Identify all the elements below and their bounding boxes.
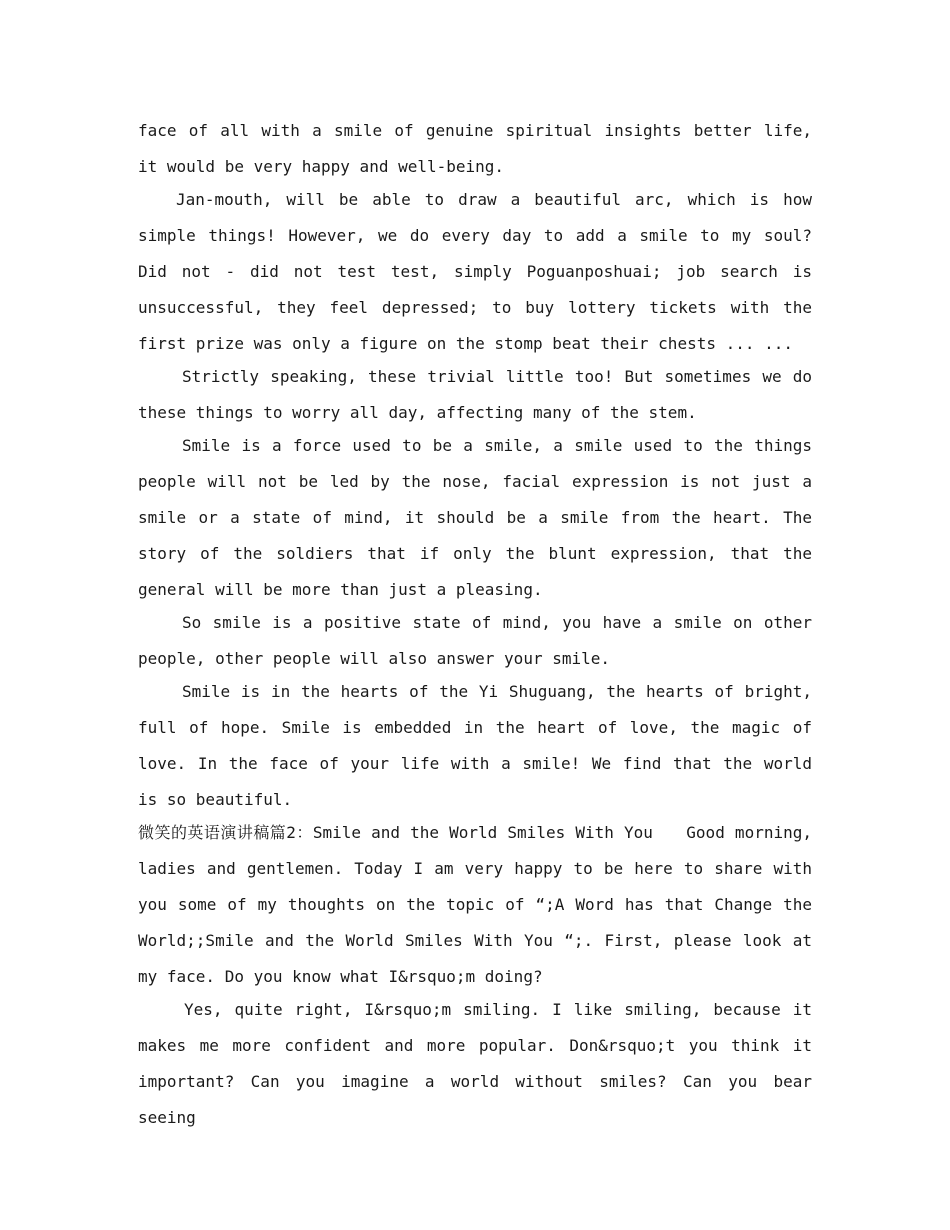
paragraph-5: So smile is a positive state of mind, you have a smile on other people, other people will also answer your smile. [138, 613, 812, 668]
document-page [138, 113, 812, 1136]
paragraph-8: Yes, quite right, I&rsquo;m smiling. I like smiling, because it makes me more confident and more popular. Don&rsquo;t you think it important? Can you imagine a world without smiles? Can you bear seeing [138, 1000, 812, 1127]
paragraph-6: Smile is in the hearts of the Yi Shuguang, the hearts of bright, full of hope. Smile is embedded in the heart of love, the magic of love. In the face of your life with a smile! We find that the world is so beautiful. [138, 682, 812, 809]
paragraph-1: face of all with a smile of genuine spiritual insights better life, it would be very happy and well-being. [138, 121, 812, 176]
paragraph-3: Strictly speaking, these trivial little too! But sometimes we do these things to worry all day, affecting many of the stem. [138, 367, 812, 422]
paragraph-2: Jan-mouth, will be able to draw a beautiful arc, which is how simple things! However, we do every day to add a smile to my soul? Did not - did not test test, simply Poguanposhuai; job search is unsuccessful, they feel depressed; to buy lottery tickets with the first prize was only a figure on the stomp beat their chests ... ... [138, 190, 812, 353]
paragraph-4: Smile is a force used to be a smile, a smile used to the things people will not be led by the nose, facial expression is not just a smile or a state of mind, it should be a smile from the heart. The story of the soldiers that if only the blunt expression, that the general will be more than just a pleasing. [138, 436, 812, 599]
paragraph-7-heading: 微笑的英语演讲稿篇2：Smile and the World Smiles With You Good morning, ladies and gentlemen. Today I am very happy to be here to share with you some of my thoughts on the topic of “;A Word has that Change the World;;Smile and the World Smiles With You “;. First, please look at my face. Do you know what I&rsquo;m doing? [138, 823, 812, 986]
